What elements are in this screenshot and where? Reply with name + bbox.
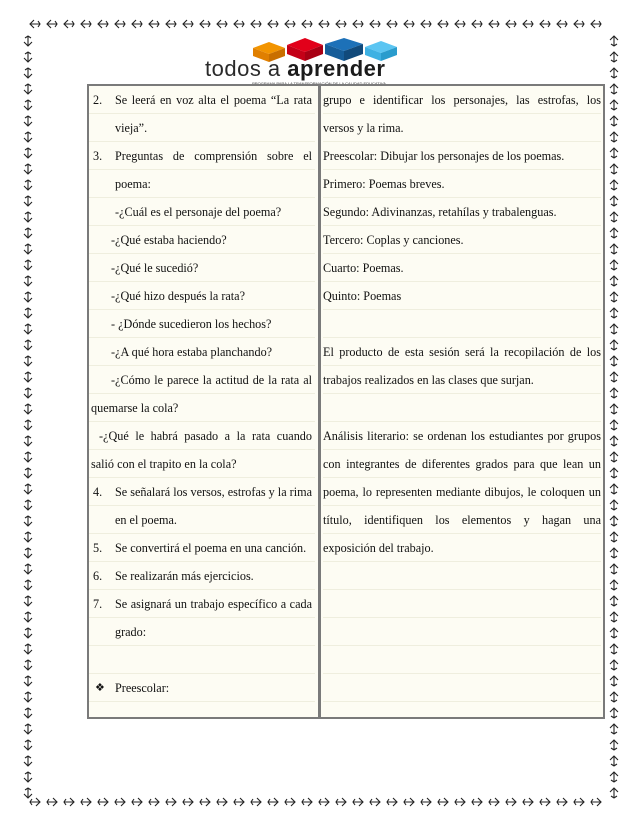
right-text-line: exposición del trabajo. [323,534,601,562]
line-text: -¿Qué le habrá pasado a la rata cuando [99,429,312,443]
arrow-ornament-icon [24,68,32,78]
right-text-line [323,394,601,422]
arrow-ornament-icon [30,798,40,806]
left-text-line [89,170,315,198]
arrow-ornament-icon [610,196,618,206]
arrow-ornament-icon [24,580,32,590]
line-text: Preescolar: [115,681,170,695]
right-text-line: versos y la rima. [323,114,601,142]
arrow-ornament-icon [24,372,32,382]
arrow-ornament-icon [81,798,91,806]
diamond-bullet-icon: ❖ [95,682,105,694]
arrow-ornament-icon [506,20,516,28]
arrow-ornament-icon [610,676,618,686]
arrow-ornament-icon [24,388,32,398]
arrow-border-bottom [30,798,601,806]
left-text-line [89,254,315,282]
list-number: 7. [93,597,103,611]
arrow-ornament-icon [285,798,295,806]
right-text-line: Segundo: Adivinanzas, retahílas y trabalenguas. [323,198,601,226]
arrow-ornament-icon [574,20,584,28]
arrow-ornament-icon [610,148,618,158]
arrow-ornament-icon [98,20,108,28]
arrow-ornament-icon [610,788,618,798]
lesson-plan-table [87,84,605,719]
arrow-ornament-icon [24,52,32,62]
arrow-border-right [610,36,618,798]
arrow-ornament-icon [24,356,32,366]
left-text-line [89,590,315,618]
right-text-line: Primero: Poemas breves. [323,170,601,198]
right-text-line: Análisis literario: se ordenan los estudiantes por grupos [323,422,601,450]
right-text-line: poema, lo representen mediante dibujos, le coloquen un [323,478,601,506]
arrow-ornament-icon [24,36,32,46]
arrow-ornament-icon [251,798,261,806]
left-text-line [89,450,315,478]
arrow-ornament-icon [251,20,261,28]
line-text: Se realizarán más ejercicios. [115,569,254,583]
logo-wordmark: todos a aprender [205,56,386,81]
arrow-ornament-icon [24,708,32,718]
arrow-ornament-icon [24,308,32,318]
arrow-ornament-icon [610,356,618,366]
arrow-ornament-icon [421,798,431,806]
left-text-line [89,646,315,674]
line-text: Se convertirá el poema en una canción. [115,541,307,555]
arrow-ornament-icon [455,798,465,806]
arrow-ornament-icon [24,756,32,766]
line-text: -¿Qué estaba haciendo? [111,233,227,247]
arrow-ornament-icon [610,228,618,238]
arrow-ornament-icon [24,612,32,622]
arrow-ornament-icon [285,20,295,28]
line-text: Se señalará los versos, estrofas y la rima [115,485,312,499]
arrow-ornament-icon [47,798,57,806]
arrow-ornament-icon [610,420,618,430]
right-text-line: Tercero: Coplas y canciones. [323,226,601,254]
line-text: -¿Qué hizo después la rata? [111,289,245,303]
arrow-ornament-icon [610,244,618,254]
arrow-ornament-icon [24,644,32,654]
arrow-ornament-icon [610,212,618,222]
arrow-ornament-icon [506,798,516,806]
arrow-ornament-icon [574,798,584,806]
arrow-ornament-icon [268,20,278,28]
arrow-ornament-icon [24,164,32,174]
arrow-ornament-icon [24,516,32,526]
list-number: 5. [93,541,103,555]
arrow-ornament-icon [24,740,32,750]
arrow-ornament-icon [24,724,32,734]
arrow-ornament-icon [610,340,618,350]
arrow-ornament-icon [24,404,32,414]
arrow-ornament-icon [149,798,159,806]
arrow-ornament-icon [24,84,32,94]
left-text-line [89,618,315,646]
line-text: salió con el trapito en la cola? [91,457,237,471]
arrow-ornament-icon [610,548,618,558]
arrow-ornament-icon [610,532,618,542]
arrow-ornament-icon [591,798,601,806]
arrow-ornament-icon [132,20,142,28]
line-text: - ¿Dónde sucedieron los hechos? [111,317,272,331]
arrow-ornament-icon [336,798,346,806]
arrow-ornament-icon [268,798,278,806]
arrow-ornament-icon [24,452,32,462]
list-number: 2. [93,93,103,107]
line-text: poema: [115,177,151,191]
arrow-ornament-icon [523,20,533,28]
arrow-ornament-icon [24,500,32,510]
right-text-line: título, identifiquen los elementos y hagan una [323,506,601,534]
right-text-line: grupo e identificar los personajes, las estrofas, los [323,86,601,114]
line-text: Se leerá en voz alta el poema “La rata [115,93,312,107]
arrow-ornament-icon [610,756,618,766]
arrow-ornament-icon [610,612,618,622]
arrow-ornament-icon [523,798,533,806]
arrow-ornament-icon [610,100,618,110]
arrow-ornament-icon [64,798,74,806]
arrow-ornament-icon [610,324,618,334]
arrow-ornament-icon [24,212,32,222]
right-text-line [323,310,601,338]
arrow-ornament-icon [610,132,618,142]
arrow-ornament-icon [319,20,329,28]
arrow-ornament-icon [557,20,567,28]
line-text: -¿Qué le sucedió? [111,261,199,275]
arrow-ornament-icon [336,20,346,28]
arrow-ornament-icon [610,580,618,590]
arrow-ornament-icon [24,196,32,206]
left-text-line [89,562,315,590]
arrow-ornament-icon [387,798,397,806]
right-text-line: Preescolar: Dibujar los personajes de los poemas. [323,142,601,170]
left-text-line [89,114,315,142]
left-text-line [89,366,315,394]
arrow-ornament-icon [610,692,618,702]
left-text-line [89,534,315,562]
arrow-ornament-icon [610,772,618,782]
arrow-ornament-icon [610,68,618,78]
arrow-ornament-icon [610,436,618,446]
arrow-ornament-icon [370,20,380,28]
arrow-ornament-icon [149,20,159,28]
arrow-ornament-icon [472,798,482,806]
arrow-ornament-icon [610,484,618,494]
arrow-ornament-icon [30,20,40,28]
right-empty-line [323,618,601,646]
list-number: 4. [93,485,103,499]
arrow-ornament-icon [81,20,91,28]
right-empty-line [323,674,601,702]
arrow-ornament-icon [353,798,363,806]
arrow-ornament-icon [610,708,618,718]
arrow-ornament-icon [24,244,32,254]
arrow-ornament-icon [24,484,32,494]
arrow-ornament-icon [24,564,32,574]
line-text: -¿Cómo le parece la actitud de la rata al [111,373,312,387]
arrow-ornament-icon [472,20,482,28]
arrow-ornament-icon [438,20,448,28]
arrow-ornament-icon [610,516,618,526]
left-text-line [89,338,315,366]
arrow-ornament-icon [132,798,142,806]
arrow-ornament-icon [610,404,618,414]
right-text-line: Cuarto: Poemas. [323,254,601,282]
arrow-ornament-icon [24,324,32,334]
arrow-ornament-icon [610,308,618,318]
arrow-ornament-icon [610,740,618,750]
arrow-ornament-icon [421,20,431,28]
right-text-line: Quinto: Poemas [323,282,601,310]
arrow-ornament-icon [610,564,618,574]
arrow-ornament-icon [610,660,618,670]
arrow-ornament-icon [24,292,32,302]
arrow-ornament-icon [353,20,363,28]
arrow-ornament-icon [24,100,32,110]
line-text: -¿A qué hora estaba planchando? [111,345,273,359]
arrow-ornament-icon [610,116,618,126]
arrow-border-top [30,20,601,28]
right-text-line: con integrantes de diferentes grados para que lean un [323,450,601,478]
arrow-ornament-icon [610,644,618,654]
assignments-column [321,86,603,717]
left-text-line [89,226,315,254]
arrow-ornament-icon [24,180,32,190]
arrow-ornament-icon [183,798,193,806]
arrow-ornament-icon [610,468,618,478]
line-text: en el poema. [115,513,177,527]
left-text-line [89,506,315,534]
arrow-ornament-icon [24,468,32,478]
arrow-ornament-icon [24,436,32,446]
line-text: Preguntas de comprensión sobre el [115,149,312,163]
line-text: quemarse la cola? [91,401,179,415]
right-empty-line [323,590,601,618]
left-text-line [89,142,315,170]
arrow-ornament-icon [610,372,618,382]
left-text-line [89,282,315,310]
left-text-line [89,674,315,702]
arrow-ornament-icon [47,20,57,28]
arrow-ornament-icon [610,36,618,46]
arrow-ornament-icon [24,260,32,270]
left-text-line [89,310,315,338]
right-text-line: trabajos realizados en las clases que surjan. [323,366,601,394]
arrow-ornament-icon [24,628,32,638]
activities-column [89,86,318,717]
arrow-ornament-icon [540,798,550,806]
right-text-line: El producto de esta sesión será la recopilación de los [323,338,601,366]
arrow-ornament-icon [166,20,176,28]
arrow-ornament-icon [24,276,32,286]
arrow-ornament-icon [115,20,125,28]
arrow-ornament-icon [302,20,312,28]
arrow-ornament-icon [24,548,32,558]
arrow-ornament-icon [24,772,32,782]
arrow-ornament-icon [387,20,397,28]
arrow-ornament-icon [234,20,244,28]
arrow-ornament-icon [24,692,32,702]
left-text-line [89,394,315,422]
arrow-ornament-icon [610,180,618,190]
arrow-ornament-icon [98,798,108,806]
arrow-ornament-icon [610,164,618,174]
arrow-ornament-icon [24,228,32,238]
arrow-ornament-icon [404,798,414,806]
left-text-line [89,86,315,114]
right-empty-line [323,562,601,590]
arrow-ornament-icon [610,596,618,606]
arrow-ornament-icon [438,798,448,806]
arrow-ornament-icon [24,132,32,142]
arrow-ornament-icon [24,420,32,430]
arrow-ornament-icon [610,292,618,302]
todos-a-aprender-logo [205,38,430,86]
arrow-ornament-icon [610,388,618,398]
arrow-ornament-icon [404,20,414,28]
arrow-ornament-icon [610,84,618,94]
arrow-ornament-icon [610,260,618,270]
arrow-ornament-icon [610,628,618,638]
arrow-ornament-icon [183,20,193,28]
arrow-ornament-icon [24,148,32,158]
arrow-ornament-icon [610,500,618,510]
arrow-ornament-icon [610,452,618,462]
arrow-ornament-icon [610,52,618,62]
list-number: 6. [93,569,103,583]
arrow-ornament-icon [115,798,125,806]
arrow-ornament-icon [166,798,176,806]
left-text-line [89,422,315,450]
arrow-ornament-icon [610,724,618,734]
arrow-ornament-icon [200,798,210,806]
arrow-ornament-icon [24,788,32,798]
arrow-ornament-icon [319,798,329,806]
arrow-ornament-icon [24,340,32,350]
arrow-ornament-icon [24,676,32,686]
arrow-ornament-icon [24,532,32,542]
arrow-ornament-icon [591,20,601,28]
arrow-ornament-icon [370,798,380,806]
arrow-ornament-icon [489,20,499,28]
line-text: vieja”. [115,121,148,135]
left-text-line [89,198,315,226]
arrow-ornament-icon [557,798,567,806]
right-empty-line [323,646,601,674]
arrow-ornament-icon [24,660,32,670]
line-text: grado: [115,625,147,639]
arrow-ornament-icon [455,20,465,28]
arrow-ornament-icon [64,20,74,28]
arrow-ornament-icon [200,20,210,28]
arrow-ornament-icon [234,798,244,806]
arrow-border-left [24,36,32,798]
line-text: Se asignará un trabajo específico a cada [115,597,312,611]
arrow-ornament-icon [302,798,312,806]
arrow-ornament-icon [489,798,499,806]
arrow-ornament-icon [540,20,550,28]
left-text-line [89,478,315,506]
line-text: -¿Cuál es el personaje del poema? [115,205,282,219]
arrow-ornament-icon [217,798,227,806]
arrow-ornament-icon [217,20,227,28]
arrow-ornament-icon [610,276,618,286]
arrow-ornament-icon [24,596,32,606]
arrow-ornament-icon [24,116,32,126]
list-number: 3. [93,149,103,163]
